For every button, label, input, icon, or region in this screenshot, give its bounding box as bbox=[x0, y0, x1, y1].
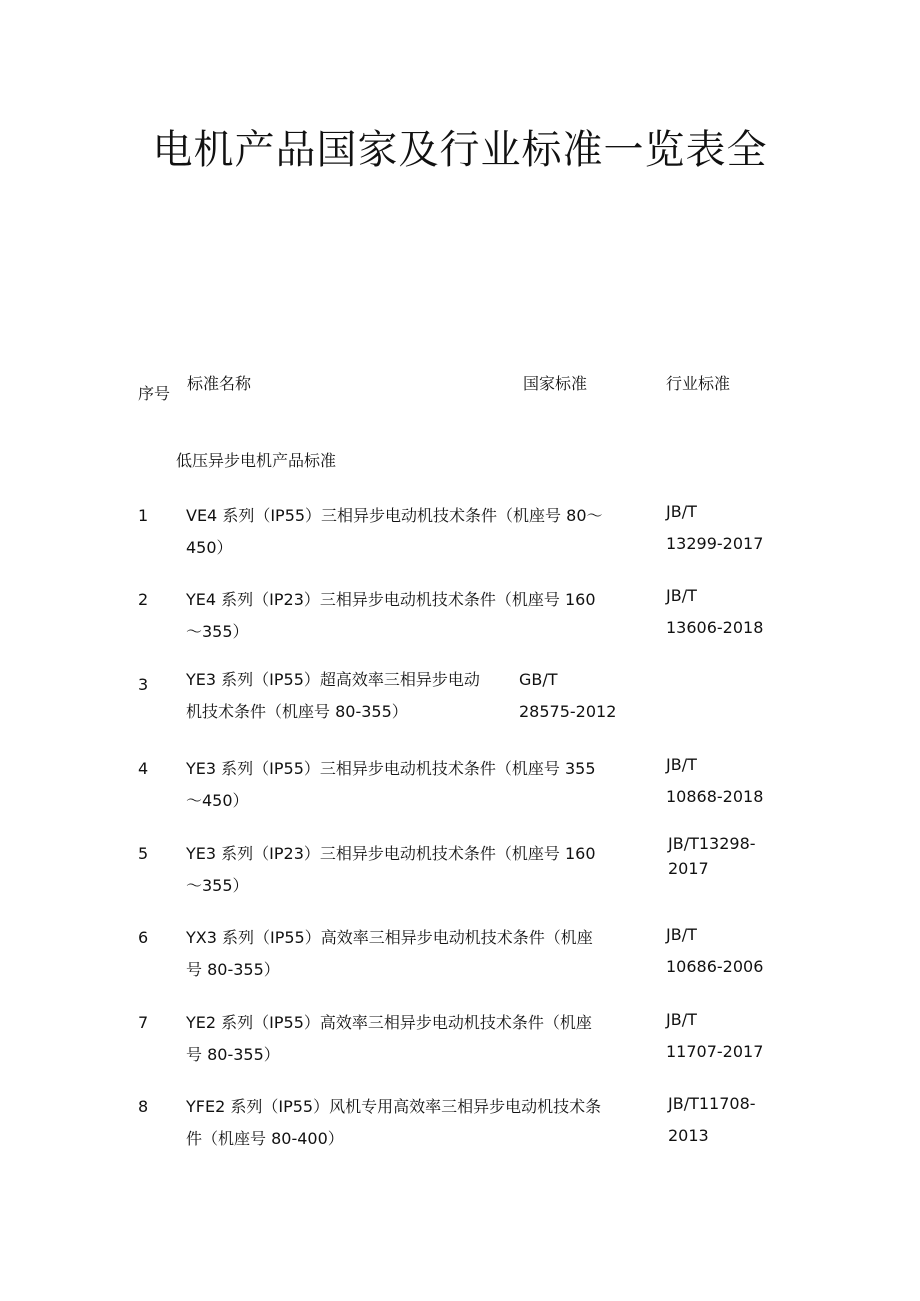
row-name-line: YX3 系列（IP55）高效率三相异步电动机技术条件（机座 bbox=[186, 928, 593, 947]
row-index: 5 bbox=[138, 844, 149, 863]
row-industry: JB/T 10868-2018 bbox=[666, 755, 764, 806]
row-index: 8 bbox=[138, 1097, 149, 1116]
row-name-line: 号 80-355） bbox=[186, 1045, 280, 1064]
row-name bbox=[186, 584, 656, 648]
row-index: 7 bbox=[138, 1013, 149, 1032]
row-industry: JB/T 13606-2018 bbox=[666, 586, 764, 637]
row-industry: JB/T 13299-2017 bbox=[666, 502, 764, 553]
row-name bbox=[186, 1091, 656, 1155]
row-name-line: YFE2 系列（IP55）风机专用高效率三相异步电动机技术条 bbox=[186, 1097, 602, 1116]
row-name-line: 号 80-355） bbox=[186, 960, 280, 979]
row-index: 3 bbox=[138, 675, 149, 694]
row-industry: JB/T13298- 2017 bbox=[668, 834, 756, 878]
row-name-line: VE4 系列（IP55）三相异步电动机技术条件（机座号 80～ bbox=[186, 506, 603, 525]
row-name-line: YE3 系列（IP55）三相异步电动机技术条件（机座号 355 bbox=[186, 759, 596, 778]
row-index: 4 bbox=[138, 759, 149, 778]
header-industry: 行业标准 bbox=[666, 374, 731, 393]
row-name-line: YE3 系列（IP55）超高效率三相异步电动 bbox=[186, 670, 480, 689]
row-name bbox=[186, 1007, 656, 1071]
row-name bbox=[186, 922, 656, 986]
row-name-line: 450） bbox=[186, 538, 233, 557]
row-name-line: 机技术条件（机座号 80-355） bbox=[186, 702, 408, 721]
row-name bbox=[186, 500, 656, 564]
row-name-line: ～450） bbox=[186, 791, 249, 810]
row-industry: JB/T 10686-2006 bbox=[666, 925, 764, 976]
row-industry: JB/T11708- 2013 bbox=[668, 1094, 756, 1145]
row-name-line: YE4 系列（IP23）三相异步电动机技术条件（机座号 160 bbox=[186, 590, 596, 609]
row-index: 2 bbox=[138, 590, 149, 609]
section-heading: 低压异步电机产品标准 bbox=[176, 451, 337, 470]
row-index: 6 bbox=[138, 928, 149, 947]
row-name-line: YE3 系列（IP23）三相异步电动机技术条件（机座号 160 bbox=[186, 844, 596, 863]
row-name-line: 件（机座号 80-400） bbox=[186, 1129, 344, 1148]
row-national: GB/T 28575-2012 bbox=[519, 670, 617, 721]
header-index: 序号 bbox=[138, 384, 171, 403]
row-industry: JB/T 11707-2017 bbox=[666, 1010, 764, 1061]
row-name-line: YE2 系列（IP55）高效率三相异步电动机技术条件（机座 bbox=[186, 1013, 592, 1032]
document-title: 电机产品国家及行业标准一览表全 bbox=[152, 127, 768, 173]
row-name bbox=[186, 753, 656, 817]
header-national: 国家标准 bbox=[523, 374, 588, 393]
row-name-line: ～355） bbox=[186, 622, 249, 641]
row-name bbox=[186, 838, 656, 902]
header-name: 标准名称 bbox=[187, 374, 252, 393]
row-name-line: ～355） bbox=[186, 876, 249, 895]
row-index: 1 bbox=[138, 506, 149, 525]
